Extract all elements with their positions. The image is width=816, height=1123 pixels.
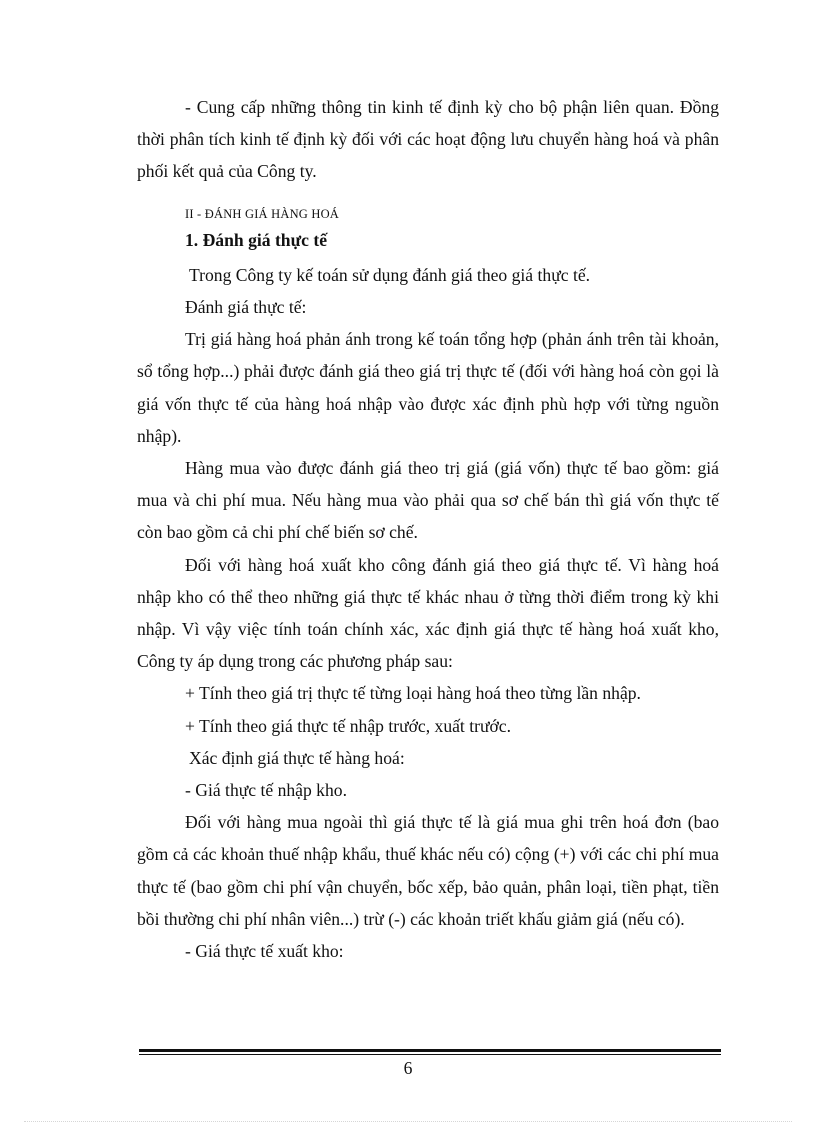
paragraph-info-provision: - Cung cấp những thông tin kinh tế định kỳ cho bộ phận liên quan. Đồng thời phân tích kinh tế định kỳ đối với các hoạt động lưu chuyển hàng hoá và phân phối kết quả của Công ty. [137, 97, 719, 182]
paragraph-purchased-goods: Hàng mua vào được đánh giá theo trị giá (giá vốn) thực tế bao gồm: giá mua và chi phí mua. Nếu hàng mua vào phải qua sơ chế bán thì giá vốn thực tế còn bao gồm cả chi phí chế biến sơ chế. [137, 458, 719, 543]
list-item-method-by-batch: + Tính theo giá trị thực tế từng loại hàng hoá theo từng lần nhập. [185, 683, 641, 704]
paragraph-exported-goods: Đối với hàng hoá xuất kho công đánh giá theo giá thực tế. Vì hàng hoá nhập kho có thể theo những giá thực tế khác nhau ở từng thời điểm trong kỳ khi nhập. Vì vậy việc tính toán chính xác, xác định giá thực tế hàng hoá xuất kho, Công ty áp dụng trong các phương pháp sau: [137, 554, 719, 672]
list-item-method-fifo: + Tính theo giá thực tế nhập trước, xuất trước. [185, 715, 512, 736]
paragraph-export-price: - Giá thực tế xuất kho: [185, 941, 344, 962]
paragraph-actual-valuation-label: Đánh giá thực tế: [185, 297, 307, 318]
footer-divider-thin [139, 1054, 721, 1055]
paragraph-company-method: Trong Công ty kế toán sử dụng đánh giá theo giá thực tế. [189, 264, 591, 285]
sub-heading: 1. Đánh giá thực tế [185, 229, 328, 250]
section-heading: II - ĐÁNH GIÁ HÀNG HOÁ [185, 206, 340, 221]
page-number: 6 [403, 1058, 413, 1078]
paragraph-outside-purchase: Đối với hàng mua ngoài thì giá thực tế là giá mua ghi trên hoá đơn (bao gồm cả các khoản thuế nhập khẩu, thuế khác nếu có) cộng (+) với các chi phí mua thực tế (bao gồm chi phí vận chuyển, bốc xếp, bảo quản, phân loại, tiền phạt, tiền bồi thường chi phí nhân viên...) trừ (-) các khoản triết khấu giảm giá (nếu có). [137, 812, 719, 929]
paragraph-determine-price: Xác định giá thực tế hàng hoá: [189, 747, 405, 768]
page-edge-divider [24, 1121, 792, 1122]
page-body [137, 91, 719, 967]
footer-divider-thick [139, 1049, 721, 1052]
paragraph-import-price: - Giá thực tế nhập kho. [185, 780, 347, 801]
paragraph-goods-value: Trị giá hàng hoá phản ánh trong kế toán tổng hợp (phản ánh trên tài khoản, sổ tổng hợp...) phải được đánh giá theo giá trị thực tế (đối với hàng hoá còn gọi là giá vốn thực tế của hàng hoá nhập vào được xác định phù hợp với từng nguồn nhập). [137, 329, 719, 446]
